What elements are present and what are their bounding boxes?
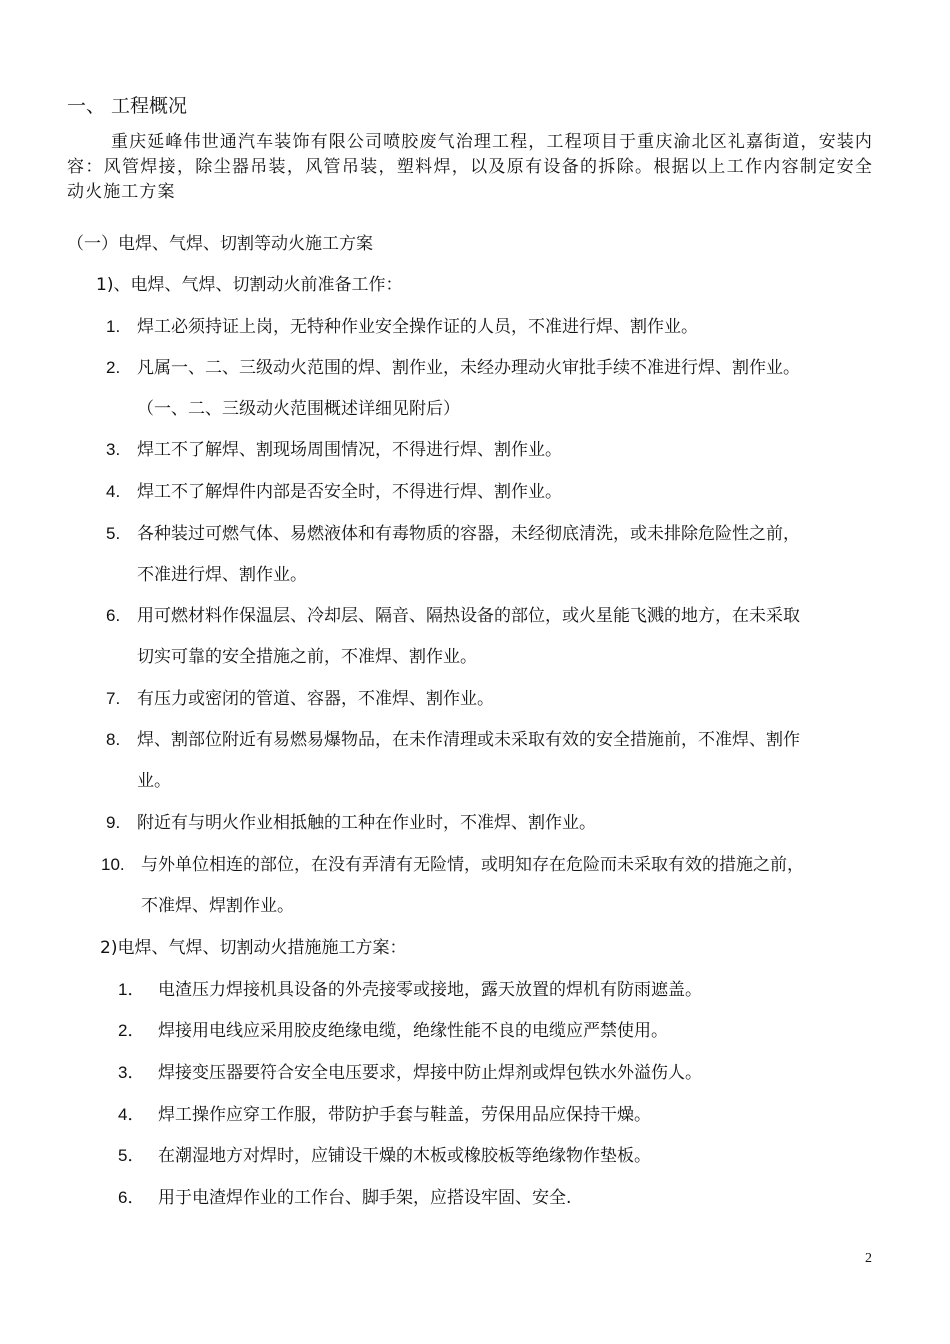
part2-item-text: 用于电渣焊作业的工作台、脚手架，应搭设牢固、安全. — [158, 1188, 572, 1208]
part1-item-number: 9. — [106, 813, 121, 832]
part1-item-number: 2. — [106, 358, 121, 377]
part2-item-text: 电渣压力焊接机具设备的外壳接零或接地，露天放置的焊机有防雨遮盖。 — [158, 980, 702, 1000]
part1-item-text: 附近有与明火作业相抵触的工种在作业时，不准焊、割作业。 — [137, 813, 596, 833]
part1-item-text: 与外单位相连的部位，在没有弄清有无险情，或明知存在危险而未采取有效的措施之前， — [141, 855, 804, 875]
part1-item-text: 焊、割部位附近有易燃易爆物品，在未作清理或未采取有效的安全措施前，不准焊、割作 — [137, 730, 800, 750]
part2-heading: 2)电焊、气焊、切割动火措施施工方案： — [100, 938, 407, 958]
part1-item-text: 用可燃材料作保温层、冷却层、隔音、隔热设备的部位，或火星能飞溅的地方，在未采取 — [137, 606, 800, 626]
part1-item-text: 焊工不了解焊、割现场周围情况，不得进行焊、割作业。 — [137, 440, 562, 460]
part2-item-text: 在潮湿地方对焊时，应铺设干燥的木板或橡胶板等绝缘物作垫板。 — [158, 1146, 651, 1166]
part1-item-number: 1. — [106, 317, 121, 336]
part1-item-number: 5. — [106, 524, 121, 543]
section-heading: 一、 工程概况 — [67, 95, 188, 117]
part1-item-text-continued: （一、二、三级动火范围概述详细见附后） — [137, 399, 460, 419]
part1-item-text-continued: 业。 — [137, 771, 171, 791]
subsection-heading: （一）电焊、气焊、切割等动火施工方案 — [67, 234, 373, 254]
overview-paragraph: 重庆延峰伟世通汽车装饰有限公司喷胶废气治理工程，工程项目于重庆渝北区礼嘉街道，安装内容：风管焊接，除尘器吊装，风管吊装，塑料焊，以及原有设备的拆除。根据以上工作内容制定安全动火施工方案 — [67, 132, 873, 202]
part1-item-text-continued: 不准焊、焊割作业。 — [141, 896, 294, 916]
part2-item-number: 3． — [118, 1063, 145, 1082]
part2-item-text: 焊接变压器要符合安全电压要求，焊接中防止焊剂或焊包铁水外溢伤人。 — [158, 1063, 702, 1083]
part2-item-number: 6． — [118, 1188, 145, 1207]
part1-item-number: 7. — [106, 689, 121, 708]
part1-item-text-continued: 切实可靠的安全措施之前，不准焊、割作业。 — [137, 647, 477, 667]
part2-item-text: 焊工操作应穿工作服，带防护手套与鞋盖，劳保用品应保持干燥。 — [158, 1105, 651, 1125]
part1-item-text: 有压力或密闭的管道、容器，不准焊、割作业。 — [137, 689, 494, 709]
part2-item-number: 2． — [118, 1021, 145, 1040]
part1-item-text-continued: 不准进行焊、割作业。 — [137, 565, 307, 585]
part2-item-number: 4． — [118, 1105, 145, 1124]
part1-heading: 1)、电焊、气焊、切割动火前准备工作： — [96, 275, 403, 295]
part2-item-text: 焊接用电线应采用胶皮绝缘电缆，绝缘性能不良的电缆应严禁使用。 — [158, 1021, 668, 1041]
part1-item-number: 10. — [101, 855, 125, 874]
part2-item-number: 1． — [118, 980, 145, 999]
part1-item-number: 8. — [106, 730, 121, 749]
part1-item-text: 凡属一、二、三级动火范围的焊、割作业，未经办理动火审批手续不准进行焊、割作业。 — [137, 358, 800, 378]
part1-item-number: 3. — [106, 440, 121, 459]
page-number: 2 — [865, 1251, 872, 1266]
part2-item-number: 5． — [118, 1146, 145, 1165]
part1-item-number: 4. — [106, 482, 121, 501]
part1-item-number: 6. — [106, 606, 121, 625]
part1-item-text: 各种装过可燃气体、易燃液体和有毒物质的容器，未经彻底清洗，或未排除危险性之前， — [137, 524, 800, 544]
part1-item-text: 焊工必须持证上岗，无特种作业安全操作证的人员，不准进行焊、割作业。 — [137, 317, 698, 337]
part1-item-text: 焊工不了解焊件内部是否安全时，不得进行焊、割作业。 — [137, 482, 562, 502]
